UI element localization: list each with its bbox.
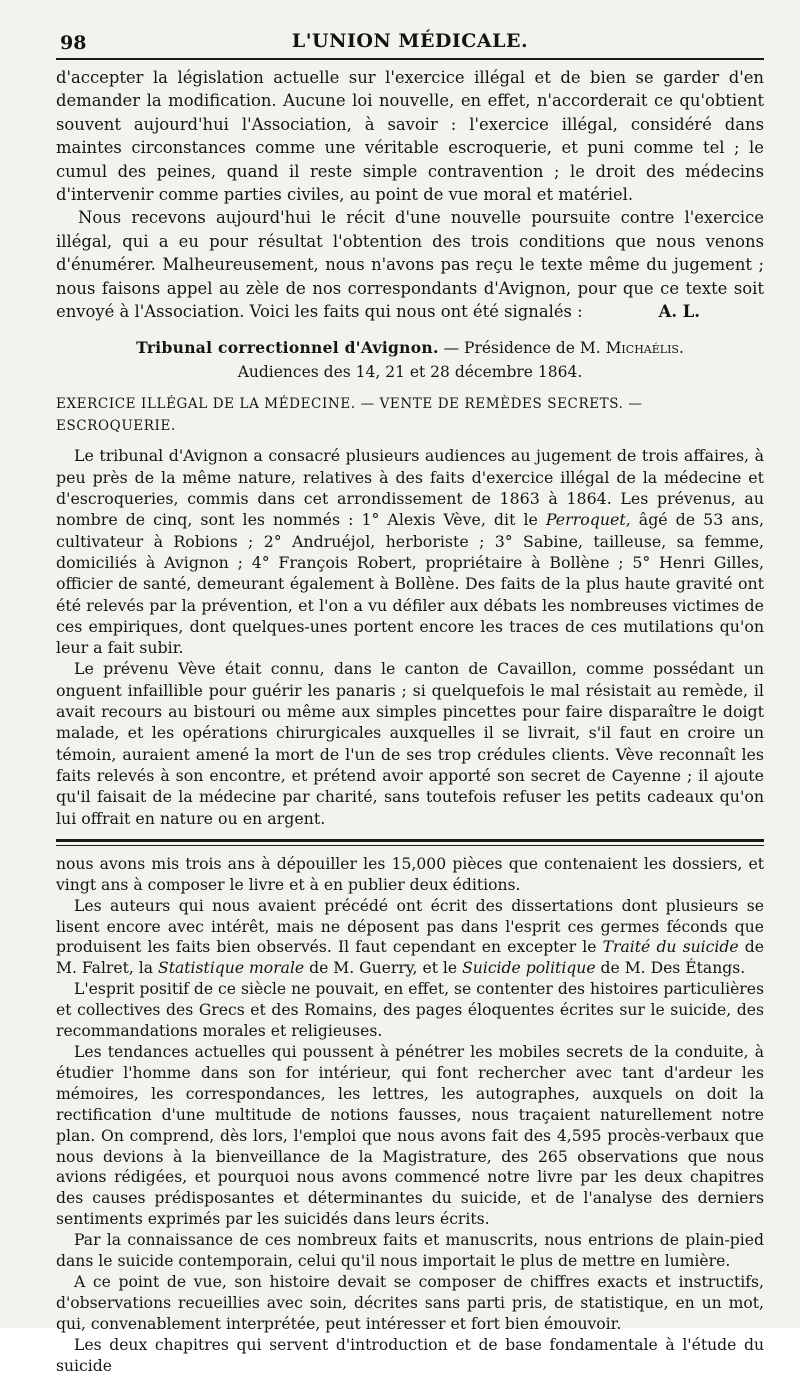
feuilleton-paragraph-1: nous avons mis trois ans à dépouiller les 15,000 pièces que contenaient les dossiers, et vingt ans à composer le livre et à en publier deux éditions. <box>56 854 764 894</box>
feuilleton-p2-b: de M. Falret, la <box>56 938 764 978</box>
court-p1-italic: Perroquet <box>545 510 626 530</box>
feuilleton-paragraph-4: Les tendances actuelles qui poussent à pénétrer les mobiles secrets de la conduite, à étudier l'homme dans son for intérieur, qui font rechercher avec tant d'ardeur les mémoires, les correspondances, les lettres, les autographes, auxquels on doit la rectification d'une multitude de notions fausses, nous traçaient naturellement notre plan. On comprend, dès lors, l'emploi que nous avons fait des 4,595 procès-verbaux que nous devions à la bienveillance de la Magistrature, des 265 observations que nous avions rédigées, et pourquoi nous avons commencé notre livre par les deux chapitres des causes prédisposantes et déterminantes du suicide, et de l'analyse des derniers sentiments exprimés par les suicidés dans leurs écrits. <box>56 1042 764 1229</box>
running-title: L'UNION MÉDICALE. <box>291 30 529 52</box>
feuilleton-paragraph-5: Par la connaissance de ces nombreux faits et manuscrits, nous entrions de plain-pied dans le suicide contemporain, celui qu'il nous importait le plus de mettre en lumière. <box>56 1231 764 1271</box>
feuilleton-p2-italic-3: Suicide politique <box>462 959 596 978</box>
court-paragraph-1 <box>56 445 764 658</box>
feuilleton-p2-italic-2: Statistique morale <box>158 959 305 978</box>
feuilleton-p2-italic-1: Traité du suicide <box>602 938 739 957</box>
audience-dates: Audiences des 14, 21 et 28 décembre 1864. <box>237 363 583 382</box>
article-intro <box>56 66 764 323</box>
feuilleton-paragraph-7: Les deux chapitres qui servent d'introduction et de base fondamentale à l'étude du suicide <box>56 1335 764 1375</box>
feuilleton <box>56 854 764 1376</box>
court-p1-text-b: , âgé de 53 ans, cultivateur à Robions ; 2° Andruéjol, herboriste ; 3° Sabine, tailleuse, sa femme, domiciliés à Avignon ; 4° François Robert, propriétaire à Bollène ; 5° Henri Gilles, officier de santé, demeurant également à Bollène. Des faits de la plus haute gravité ont été relevés par la prévention, et l'on a vu défiler aux débats les nombreuses victimes de ces empiriques, dont quelques-unes portent encore les traces de ces mutilations qu'on leur a fait subir. <box>56 510 764 658</box>
feuilleton-p2-a: Les auteurs qui nous avaient précédé ont écrit des dissertations dont plusieurs se lisent encore avec intérêt, mais ne déposent pas dans l'esprit ces germes féconds que produisent les faits bien observés. Il faut cependant en excepter le <box>56 896 764 957</box>
court-name: Tribunal correctionnel d'Avignon. <box>136 338 439 358</box>
court-report <box>56 337 764 828</box>
feuilleton-p2-c: de M. Guerry, et le <box>309 959 458 978</box>
section-divider <box>56 839 764 846</box>
presidence-prefix: — Présidence de M. <box>443 339 601 358</box>
case-heading: EXERCICE ILLÉGAL DE LA MÉDECINE. — VENTE DE REMÈDES SECRETS. — ESCROQUERIE. <box>56 396 643 435</box>
feuilleton-p2-d: de M. Des Étangs. <box>600 959 746 978</box>
court-paragraph-2: Le prévenu Vève était connu, dans le canton de Cavaillon, comme possédant un onguent infaillible pour guérir les panaris ; si quelquefois le mal résistait au remède, il avait recours au bistouri ou même aux simples pincettes pour faire disparaître le doigt malade, et les opérations chirurgicales auxquelles il se livrait, s'il faut en croire un témoin, auraient amené la mort de l'un de ses trop crédules clients. Vève reconnaît les faits relevés à son encontre, et prétend avoir apporté son secret de Cayenne ; il ajoute qu'il faisait de la médecine par charité, sans toutefois refuser les petits cadeaux qu'on lui offrait en nature ou en argent. <box>56 659 764 828</box>
intro-paragraph-2-text: Nous recevons aujourd'hui le récit d'une nouvelle poursuite contre l'exercice illégal, qui a eu pour résultat l'obtention des trois conditions que nous venons d'énumérer. Malheureusement, nous n'avons pas reçu le texte même du jugement ; nous faisons appel au zèle de nos correspondants d'Avignon, pour que ce texte soit envoyé à l'Association. Voici les faits qui nous ont été signalés : <box>56 208 764 322</box>
author-signature: A. L. <box>658 302 700 322</box>
court-p1-text-a: Le tribunal d'Avignon a consacré plusieurs audiences au jugement de trois affaires, à peu près de la même nature, relatives à des faits d'exercice illégal de la médecine et d'escroqueries, commis dans cet arrondissement de 1863 à 1864. Les prévenus, au nombre de cinq, sont les nommés : 1° Alexis Vève, dit le <box>56 446 764 530</box>
president-name: Michaélis. <box>605 339 684 358</box>
court-title <box>56 337 764 359</box>
feuilleton-paragraph-2 <box>56 896 764 980</box>
feuilleton-paragraph-3: L'esprit positif de ce siècle ne pouvait, en effet, se contenter des histoires particulières et collectives des Grecs et des Romains, des pages éloquentes écrites sur le suicide, des recommandations morales et religieuses. <box>56 980 764 1041</box>
page-number: 98 <box>60 32 87 54</box>
intro-paragraph-1: d'accepter la législation actuelle sur l'exercice illégal et de bien se garder d'en demander la modification. Aucune loi nouvelle, en effet, n'accorderait ce qu'obtient souvent aujourd'hui l'Association, à savoir : l'exercice illégal, considéré dans maintes circonstances comme une véritable escroquerie, et puni comme tel ; le cumul des peines, quand il reste simple contravention ; le droit des médecins d'intervenir comme parties civiles, au point de vue moral et matériel. <box>56 68 764 205</box>
page-header <box>56 28 764 60</box>
intro-paragraph-2 <box>56 206 764 323</box>
feuilleton-paragraph-6: A ce point de vue, son histoire devait se composer de chiffres exacts et instructifs, d'observations recueillies avec soin, décrites sans parti pris, de statistique, en un mot, qui, convenablement interprétée, peut intéresser et fort bien émouvoir. <box>56 1272 764 1333</box>
